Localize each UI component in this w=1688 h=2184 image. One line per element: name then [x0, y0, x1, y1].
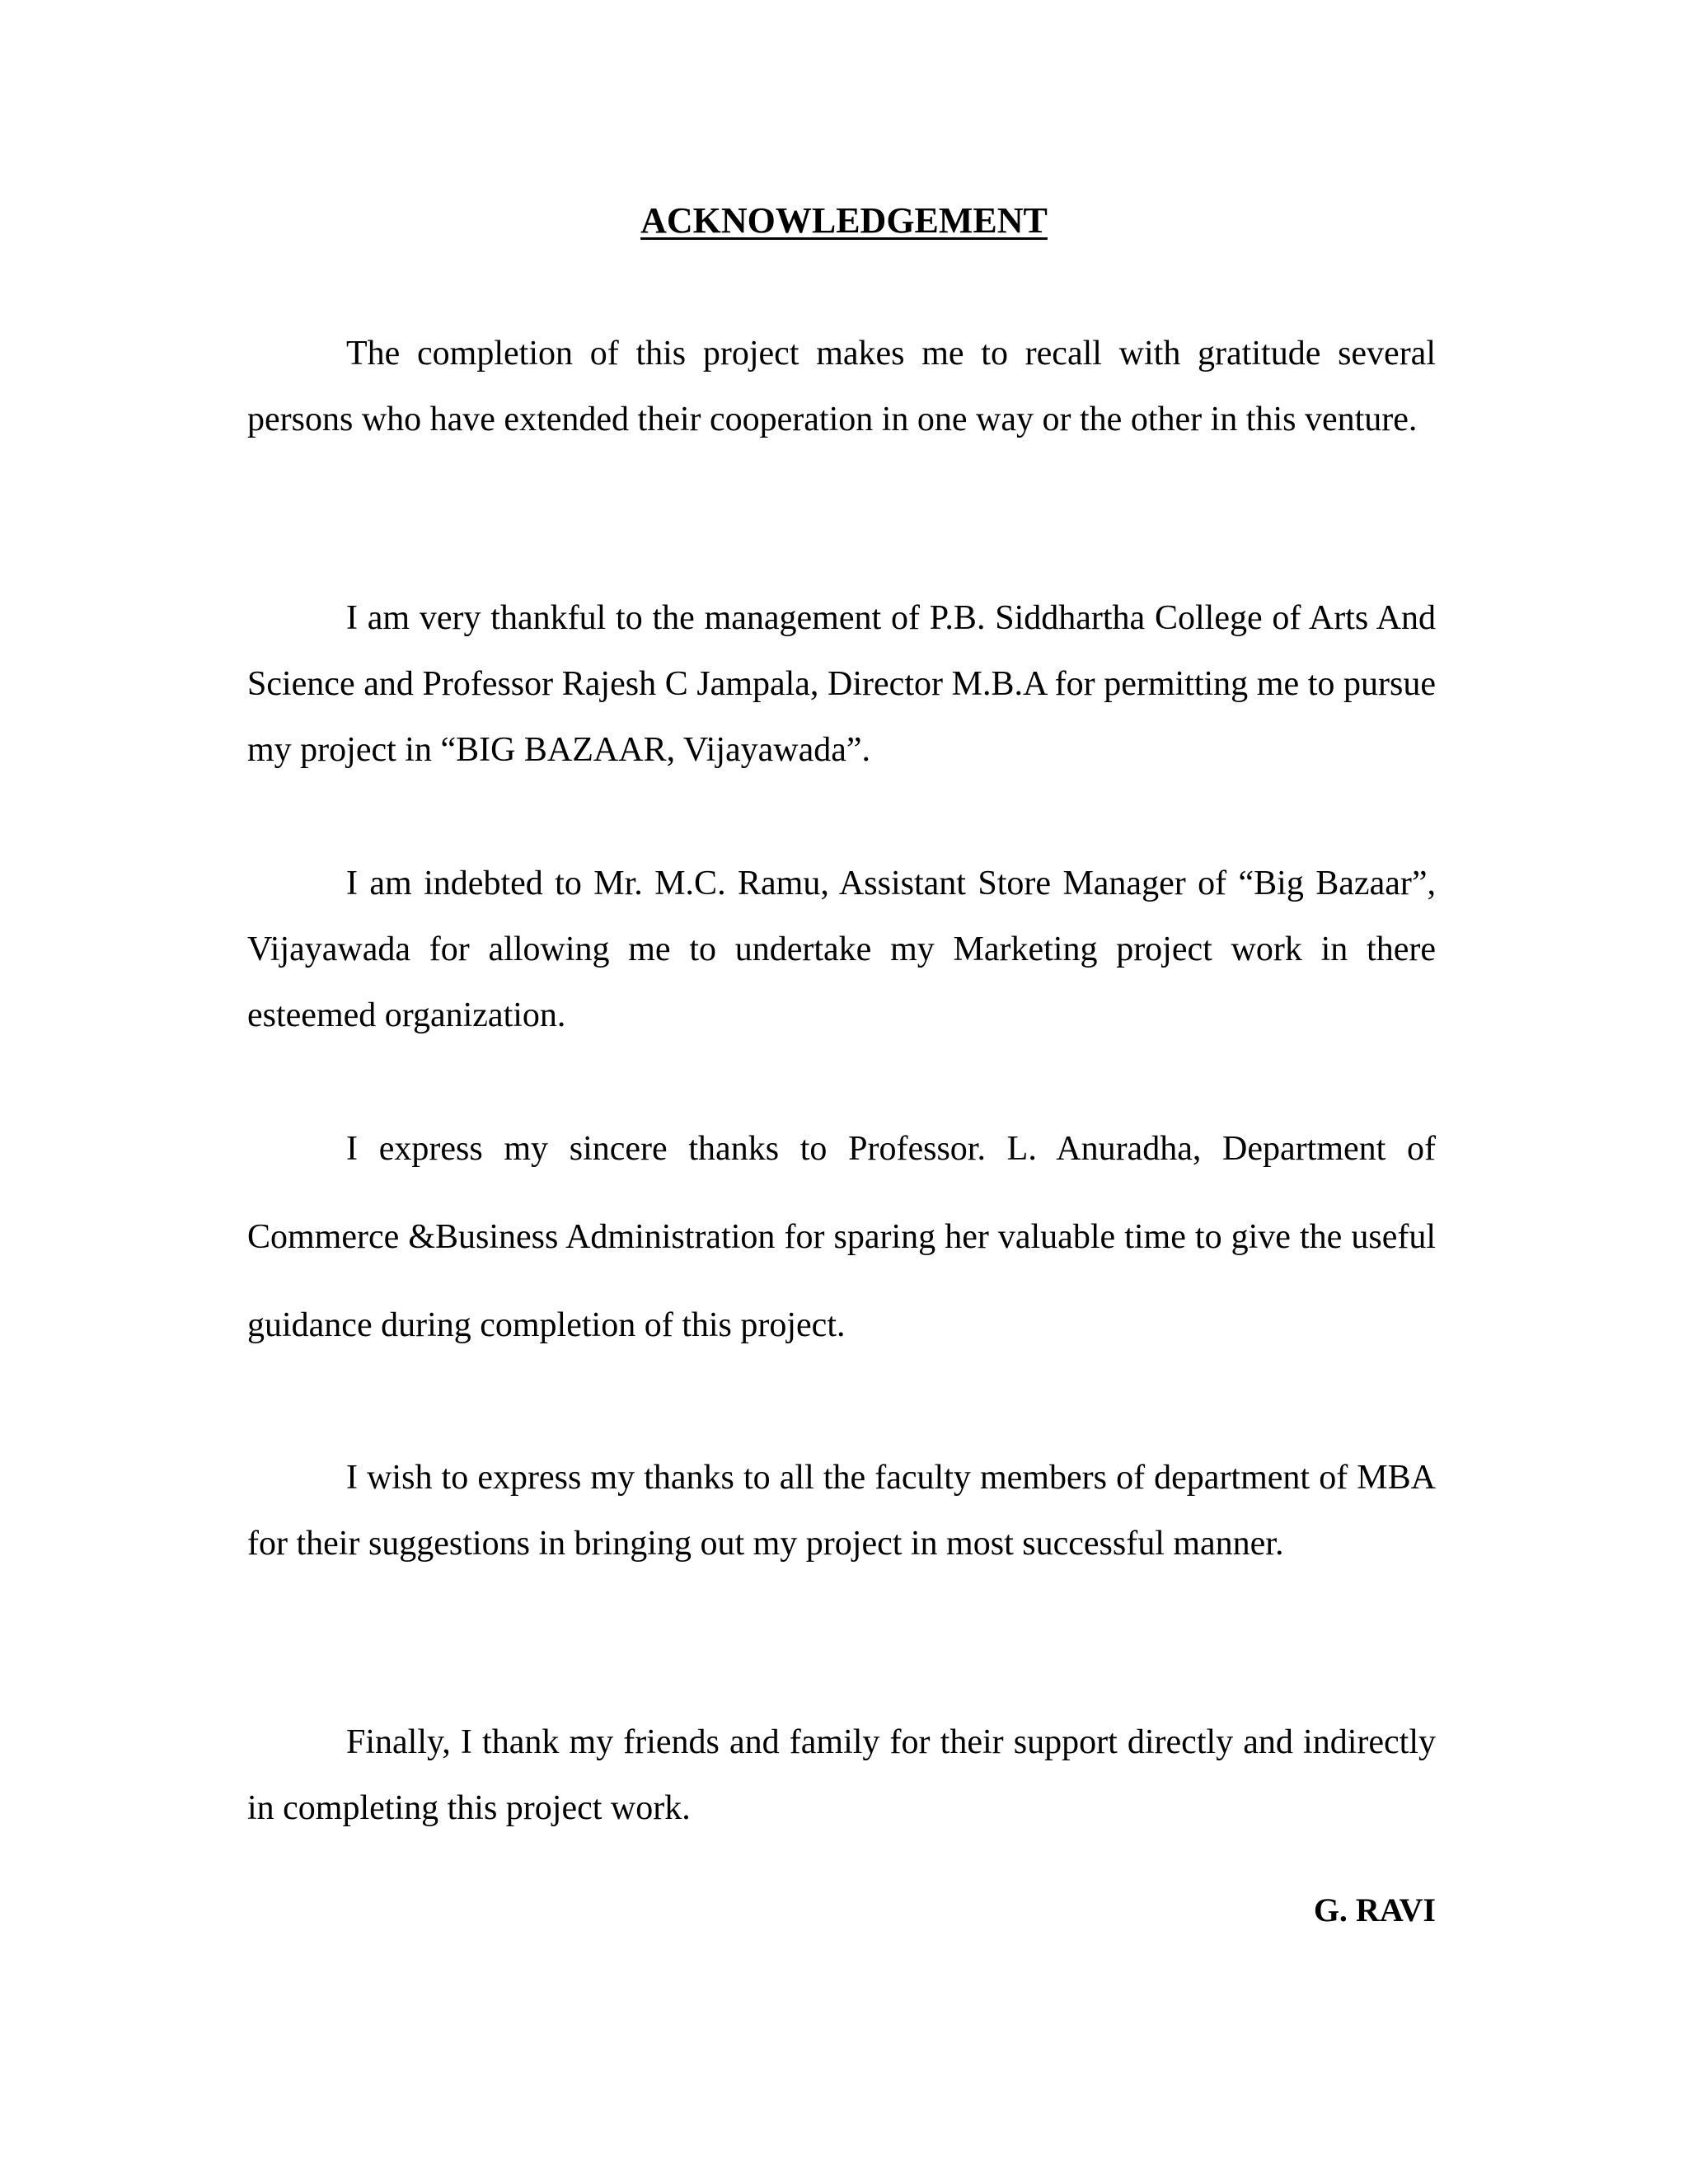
paragraph-professor-thanks: I express my sincere thanks to Professor. L. Anuradha, Department of Commerce &Business Administration for sparing her valuable time to give the useful guidance during completion of this project. [247, 1130, 1436, 1344]
paragraph-faculty-thanks: I wish to express my thanks to all the faculty members of department of MBA for their suggestions in bringing out my project in most successful manner. [247, 1459, 1436, 1563]
paragraph-friends-family-thanks: Finally, I thank my friends and family for their support directly and indirectly in completing this project work. [247, 1723, 1436, 1827]
paragraph-gratitude: The completion of this project makes me to recall with gratitude several persons who have extended their cooperation in one way or the other in this venture. [247, 335, 1436, 438]
signature-name: G. RAVI [1313, 1891, 1436, 1929]
page-title-text: ACKNOWLEDGEMENT [640, 200, 1048, 241]
page-title [0, 196, 1688, 246]
paragraph-store-manager-thanks: I am indebted to Mr. M.C. Ramu, Assistant Store Manager of “Big Bazaar”, Vijayawada for allowing me to undertake my Marketing project work in there esteemed organization. [247, 865, 1436, 1034]
paragraph-management-thanks: I am very thankful to the management of P.B. Siddhartha College of Arts And Science and Professor Rajesh C Jampala, Director M.B.A for permitting me to pursue my project in “BIG BAZAAR, Vijayawada”. [247, 599, 1436, 769]
